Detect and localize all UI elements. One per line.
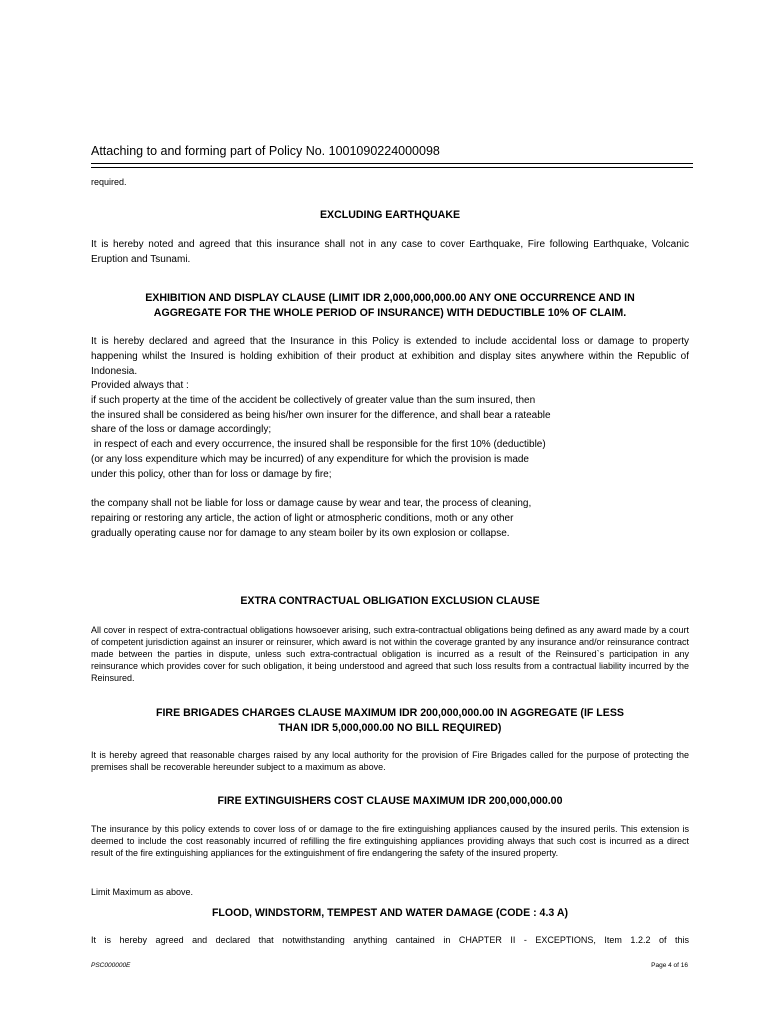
header-rule-bottom — [91, 167, 693, 168]
proviso-line: share of the loss or damage accordingly; — [91, 424, 272, 436]
exhibition-provisos — [91, 379, 689, 483]
heading-flood: FLOOD, WINDSTORM, TEMPEST AND WATER DAMAGE (CODE : 4.3 A) — [211, 907, 569, 919]
proviso-line: the insured shall be considered as being his/her own insurer for the difference, and shall bear a rateable — [91, 409, 551, 421]
heading-fire-extinguishers: FIRE EXTINGUISHERS COST CLAUSE MAXIMUM IDR 200,000,000.00 — [217, 795, 563, 807]
exhibition-paragraph: It is hereby declared and agreed that the Insurance in this Policy is extended to include accidental loss or damage to property happening whilst the Insured is holding exhibition of their product at exhibition and display sites anywhere within the Republic of Indonesia. — [91, 336, 689, 377]
footer-doc-code: PSC000000E — [91, 962, 131, 969]
heading-fire-brigades-line2: THAN IDR 5,000,000.00 NO BILL REQUIRED) — [278, 721, 502, 734]
heading-fire-brigades — [91, 706, 689, 735]
proviso-line: (or any loss expenditure which may be incurred) of any expenditure for which the provision is made — [91, 453, 529, 465]
heading-extra-contractual: EXTRA CONTRACTUAL OBLIGATION EXCLUSION CLAUSE — [240, 595, 540, 607]
proviso-line: if such property at the time of the accident be collectively of greater value than the sum insured, then — [91, 394, 536, 406]
fire-extinguishers-paragraph: The insurance by this policy extends to cover loss of or damage to the fire extinguishing appliances caused by the insured perils. This extension is deemed to include the cost reasonably incurred of refilling the fire extinguishing appliances providing always that such cost is incurred as a direct result of the fire extinguishing appliances for the extinguishment of fire endangering the safety of the insured property. — [91, 824, 689, 858]
heading-excluding-earthquake: EXCLUDING EARTHQUAKE — [319, 209, 461, 221]
exclusion-line: the company shall not be liable for loss or damage cause by wear and tear, the process of cleaning, — [91, 498, 532, 509]
heading-fire-brigades-line1: FIRE BRIGADES CHARGES CLAUSE MAXIMUM IDR 200,000,000.00 IN AGGREGATE (IF LESS — [156, 707, 624, 719]
exclusion-line: gradually operating cause nor for damage to any steam boiler by its own explosion or collapse. — [91, 527, 510, 539]
fire-brigades-paragraph: It is hereby agreed that reasonable charges raised by any local authority for the provision of Fire Brigades called for the purpose of protecting the premises shall be recoverable hereunder subject to a maximum as above. — [91, 750, 689, 772]
footer-page-number: Page 4 of 16 — [651, 962, 688, 969]
flood-paragraph: It is hereby agreed and declared that notwithstanding anything cantained in CHAPTER II - EXCEPTIONS, Item 1.2.2 of this — [91, 935, 689, 945]
proviso-line: in respect of each and every occurrence, the insured shall be responsible for the first 10% (deductible) — [91, 439, 546, 451]
exhibition-exclusions — [91, 497, 689, 541]
extra-contractual-paragraph: All cover in respect of extra-contractual obligations howsoever arising, such extra-contractual obligations being defined as any award made by a court of competent jurisdiction against an insurer or reinsurer, which award is not within the coverage granted by any insurance and/or reinsurance contract made between the parties in dispute, unless such extra-contractual obligation is incurred as a result of the Reinsured`s participation in any reinsurance which provides cover for such obligation, it being understood and agreed that such loss results from a contractual liability incurred by the Reinsured. — [91, 625, 689, 683]
policy-header: Attaching to and forming part of Policy No. 1001090224000098 — [91, 144, 440, 158]
limit-maximum-note: Limit Maximum as above. — [91, 887, 194, 897]
top-fragment: required. — [91, 177, 127, 187]
earthquake-paragraph: It is hereby noted and agreed that this insurance shall not in any case to cover Earthquake, Fire following Earthquake, Volcanic Eruption and Tsunami. — [91, 239, 689, 265]
proviso-line: Provided always that : — [91, 380, 189, 391]
exclusion-line: repairing or restoring any article, the action of light or atmospheric conditions, moth or any other — [91, 512, 514, 524]
heading-exhibition-line1: EXHIBITION AND DISPLAY CLAUSE (LIMIT IDR 2,000,000,000.00 ANY ONE OCCURRENCE AND IN — [145, 292, 635, 304]
heading-exhibition — [91, 291, 689, 320]
heading-exhibition-line2: AGGREGATE FOR THE WHOLE PERIOD OF INSURANCE) WITH DEDUCTIBLE 10% OF CLAIM. — [153, 306, 627, 319]
header-rule-top — [91, 163, 693, 164]
proviso-line: under this policy, other than for loss or damage by fire; — [91, 468, 332, 480]
